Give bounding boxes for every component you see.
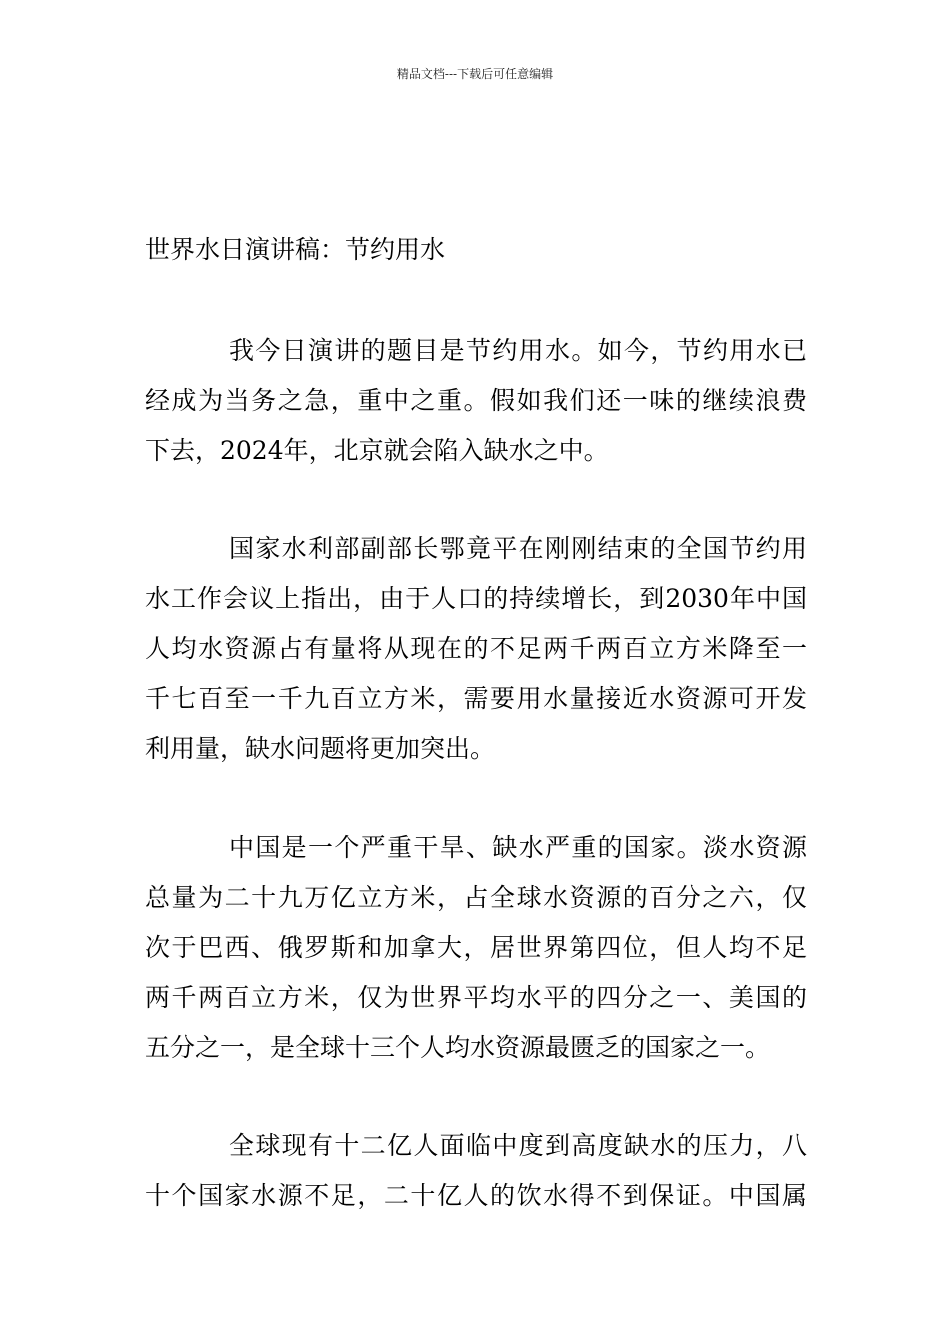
paragraph-2 <box>145 524 807 774</box>
paragraph-4 <box>145 1121 807 1221</box>
paragraph-line: 国家水利部副部长鄂竟平在刚刚结束的全国节约用 <box>229 534 807 563</box>
paragraph-line: 总量为二十九万亿立方米，占全球水资源的百分之六，仅 <box>145 883 807 912</box>
paragraph-line: 人均水资源占有量将从现在的不足两千两百立方米降至一 <box>145 634 807 663</box>
paragraph-line: 全球现有十二亿人面临中度到高度缺水的压力，八 <box>229 1131 807 1160</box>
header-note: 精品文档---下载后可任意编辑 <box>396 67 554 81</box>
paragraph-line: 十个国家水源不足，二十亿人的饮水得不到保证。中国属 <box>145 1181 807 1210</box>
paragraph-line: 下去，2024年，北京就会陷入缺水之中。 <box>145 436 609 465</box>
paragraph-line: 两千两百立方米，仅为世界平均水平的四分之一、美国的 <box>145 983 807 1012</box>
document-title: 世界水日演讲稿：节约用水 <box>145 235 446 264</box>
paragraph-line: 中国是一个严重干旱、缺水严重的国家。淡水资源 <box>229 833 807 862</box>
paragraph-line: 次于巴西、俄罗斯和加拿大，居世界第四位，但人均不足 <box>145 933 807 962</box>
paragraph-line: 五分之一，是全球十三个人均水资源最匮乏的国家之一。 <box>145 1033 771 1062</box>
paragraph-line: 水工作会议上指出，由于人口的持续增长，到2030年中国 <box>145 584 807 613</box>
paragraph-line: 千七百至一千九百立方米，需要用水量接近水资源可开发 <box>145 684 807 713</box>
paragraph-line: 利用量，缺水问题将更加突出。 <box>145 734 496 763</box>
paragraph-3 <box>145 823 807 1073</box>
paragraph-line: 经成为当务之急，重中之重。假如我们还一味的继续浪费 <box>145 386 807 415</box>
paragraph-line: 我今日演讲的题目是节约用水。如今，节约用水已 <box>229 336 807 365</box>
paragraph-1 <box>145 326 807 476</box>
